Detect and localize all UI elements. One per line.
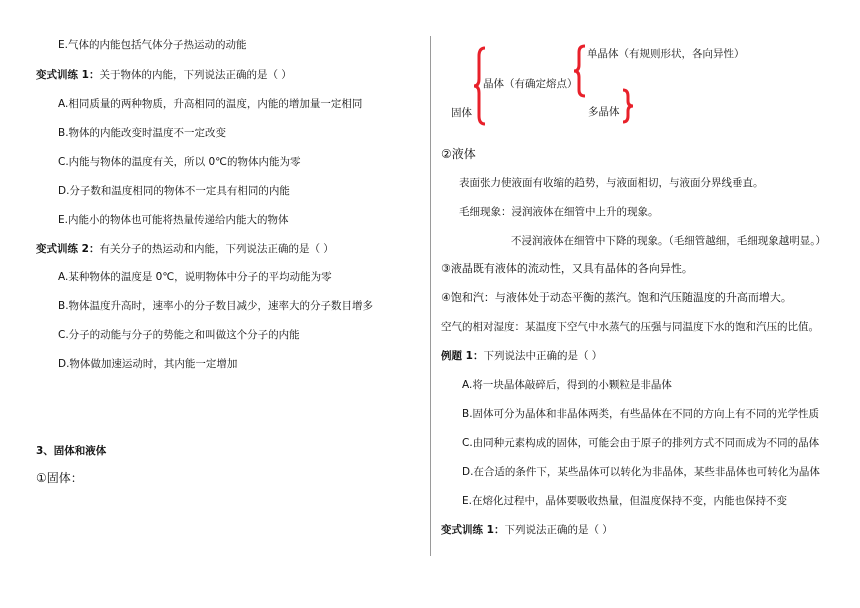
exercise-label: 变式训练 2： <box>36 243 100 255</box>
example-1-option-c: C.由同种元素构成的固体，可能会由于原子的排列方式不同而成为不同的晶体 <box>462 437 820 449</box>
exercise-1-question <box>36 68 292 82</box>
example-1-question <box>441 349 602 363</box>
diagram-polycrystal: 多晶体 <box>588 106 620 118</box>
solid-heading: ①固体： <box>36 471 83 485</box>
relative-humidity-text: 空气的相对湿度：某温度下空气中水蒸气的压强与同温度下水的饱和汽压的比值。 <box>441 321 819 333</box>
exercise-1-option-b: B.物体的内能改变时温度不一定改变 <box>58 127 227 139</box>
example-1-option-a: A.将一块晶体敲碎后，得到的小颗粒是非晶体 <box>462 379 672 391</box>
exercise-1-option-d: D.分子数和温度相同的物体不一定具有相同的内能 <box>58 185 290 197</box>
exercise-last-question <box>441 523 613 537</box>
exercise-1-option-e: E.内能小的物体也可能将热量传递给内能大的物体 <box>58 214 289 226</box>
capillary-text-2: 不浸润液体在细管中下降的现象。（毛细管越细，毛细现象越明显。） <box>511 235 826 247</box>
liquid-crystal-text: ③液晶既有液体的流动性，又具有晶体的各向异性。 <box>441 262 693 275</box>
example-1-option-b: B.固体可分为晶体和非晶体两类，有些晶体在不同的方向上有不同的光学性质 <box>462 408 820 420</box>
exercise-2-option-a: A.某种物体的温度是 0℃，说明物体中分子的平均动能为零 <box>58 271 332 283</box>
brace-path <box>574 46 585 96</box>
brace-path <box>623 90 633 122</box>
diagram-root-solid: 固体 <box>451 107 472 119</box>
example-1-option-d: D.在合适的条件下，某些晶体可以转化为非晶体，某些非晶体也可转化为晶体 <box>462 466 820 478</box>
diagram-crystal: 晶体（有确定熔点） <box>483 78 578 90</box>
surface-tension-text: 表面张力使液面有收缩的趋势，与液面相切，与液面分界线垂直。 <box>459 177 764 189</box>
question-text: 关于物体的内能，下列说法正确的是（ ） <box>99 69 292 81</box>
exercise-1-option-c: C.内能与物体的温度有关，所以 0℃的物体内能为零 <box>58 156 301 168</box>
example-label: 例题 1： <box>441 350 484 362</box>
red-brace-right <box>621 88 635 124</box>
exercise-2-option-b: B.物体温度升高时，速率小的分子数目减少，速率大的分子数目增多 <box>58 300 374 312</box>
column-divider <box>430 36 431 556</box>
saturated-vapor-text: ④饱和汽：与液体处于动态平衡的蒸汽。饱和汽压随温度的升高而增大。 <box>441 291 792 304</box>
exercise-1-option-a: A.相同质量的两种物质，升高相同的温度，内能的增加量一定相同 <box>58 98 363 110</box>
exercise-label: 变式训练 1： <box>441 524 505 536</box>
capillary-text: 毛细现象：浸润液体在细管中上升的现象。 <box>459 206 659 218</box>
red-brace-middle <box>573 44 587 98</box>
exercise-2-option-d: D.物体做加速运动时，其内能一定增加 <box>58 358 238 370</box>
question-text: 下列说法正确的是（ ） <box>504 524 613 536</box>
question-text: 有关分子的热运动和内能，下列说法正确的是（ ） <box>99 243 334 255</box>
diagram-single-crystal: 单晶体（有规则形状，各向异性） <box>587 48 745 60</box>
exercise-label: 变式训练 1： <box>36 69 100 81</box>
section-title: 3、固体和液体 <box>36 445 107 457</box>
liquid-heading: ②液体 <box>441 147 476 161</box>
question-text: 下列说法中正确的是（ ） <box>483 350 603 362</box>
exercise-2-question <box>36 242 334 256</box>
exercise-2-option-c: C.分子的动能与分子的势能之和叫做这个分子的内能 <box>58 329 300 341</box>
example-1-option-e: E.在熔化过程中，晶体要吸收热量，但温度保持不变，内能也保持不变 <box>462 495 787 507</box>
option-e-gas-internal-energy: E.气体的内能包括气体分子热运动的动能 <box>58 39 247 51</box>
